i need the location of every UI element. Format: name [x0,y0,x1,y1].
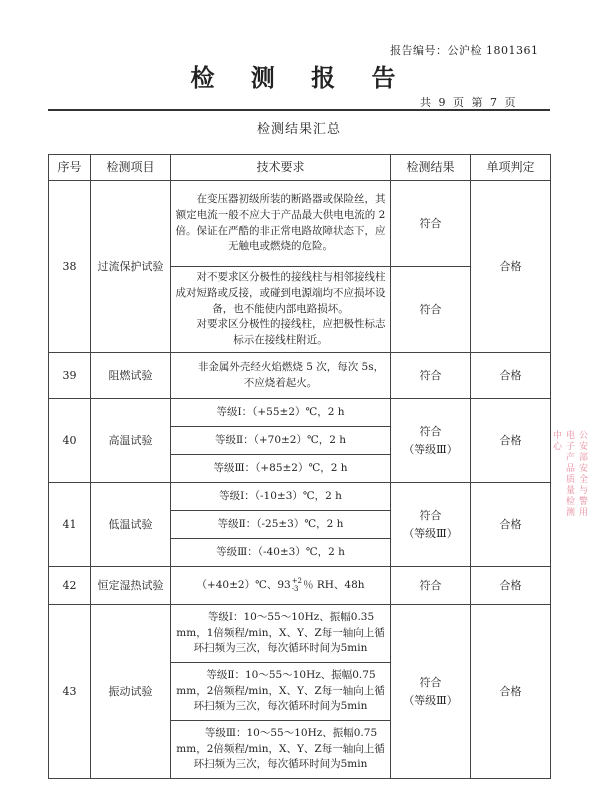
row-requirement [171,605,391,663]
result-grade: （等级Ⅲ） [403,693,458,707]
row-item: 恒定湿热试验 [91,567,171,605]
row-item: 高温试验 [91,399,171,483]
col-header-no: 序号 [49,155,91,181]
result-grade: （等级Ⅲ） [403,442,458,456]
result-text: 符合 [419,675,442,689]
col-header-requirement: 技术要求 [171,155,391,181]
results-table [48,154,551,779]
requirement-text: 在变压器初级所装的断路器或保险丝，其额定电流一般不应大于产品最大供电电流的 2 倍。保证在严酷的非正常电路故障状态下，应无触电或燃烧的危险。 [175,193,386,253]
tolerance [292,577,302,593]
row-verdict: 合格 [471,181,551,353]
row-no: 41 [49,483,91,567]
tolerance-upper: +2 [291,577,303,586]
result-text: 符合 [419,508,442,522]
row-verdict: 合格 [471,605,551,779]
row-no: 43 [49,605,91,779]
requirement-text: 非金属外壳经火焰燃烧 5 次，每次 5s，不应烧着起火。 [197,360,385,389]
row-requirement: 等级Ⅱ：（-25±3）℃，2 h [171,511,391,539]
row-requirement [171,267,391,353]
col-header-item: 检测项目 [91,155,171,181]
row-result [391,483,471,567]
row-no: 39 [49,353,91,399]
requirement-text: 等级Ⅱ：10～55～10Hz、振幅0.75 mm，2倍频程/min，X、Y、Z每一轴向上循环扫频为三次，每次循环时间为5min [176,668,385,713]
row-item: 阻燃试验 [91,353,171,399]
row-item: 振动试验 [91,605,171,779]
row-requirement [171,567,391,605]
col-header-result: 检测结果 [391,155,471,181]
row-requirement [171,353,391,399]
row-requirement: 等级Ⅲ：（-40±3）℃，2 h [171,539,391,567]
summary-title: 检测结果汇总 [256,122,341,137]
humidity-text: （+40±2）℃、93 [196,579,291,592]
result-text: 符合 [419,424,442,438]
document-title: 检 测 报 告 [190,63,410,92]
row-verdict: 合格 [471,353,551,399]
humidity-text-end: ％ RH、48h [303,579,365,592]
row-result: 符合 [391,267,471,353]
row-requirement [171,721,391,779]
table-row [49,353,551,399]
table-row [49,399,551,427]
requirement-text: 对不要求区分极性的接线柱与相邻接线柱成对短路或反接，或碰到电源端均不应损坏设备，也不能使内部电路损坏。 [175,271,386,315]
row-item: 低温试验 [91,483,171,567]
col-header-verdict: 单项判定 [471,155,551,181]
row-requirement: 等级Ⅰ：（-10±3）℃，2 h [171,483,391,511]
row-result [391,399,471,483]
row-result: 符合 [391,353,471,399]
table-row [49,567,551,605]
row-verdict: 合格 [471,399,551,483]
row-no: 38 [49,181,91,353]
page-info: 共 9 页 第 7 页 [420,96,516,109]
tolerance-lower: -3 [291,585,299,594]
row-item: 过流保护试验 [91,181,171,353]
table-header-row [49,155,551,181]
row-result: 符合 [391,567,471,605]
requirement-text: 对要求区分极性的接线柱，应把极性标志标示在接线柱附近。 [196,318,386,347]
seal-stamp: 公安部安全与警用电子产品质量检测中心 [551,430,587,518]
row-requirement: 等级Ⅲ：（+85±2）℃，2 h [171,455,391,483]
table-row [49,181,551,267]
row-requirement: 等级Ⅰ：（+55±2）℃，2 h [171,399,391,427]
table-row [49,483,551,511]
row-requirement [171,663,391,721]
row-result: 符合 [391,181,471,267]
row-verdict: 合格 [471,567,551,605]
row-requirement: 等级Ⅱ：（+70±2）℃，2 h [171,427,391,455]
row-no: 42 [49,567,91,605]
row-verdict: 合格 [471,483,551,567]
row-no: 40 [49,399,91,483]
top-rule [48,109,550,111]
row-requirement [171,181,391,267]
row-result [391,605,471,779]
requirement-text: 等级Ⅲ：10～55～10Hz、振幅0.75 mm，2倍频程/min，X、Y、Z每一轴向上循环扫频为三次，每次循环时间为5min [176,726,385,771]
result-grade: （等级Ⅲ） [403,526,458,540]
table-row [49,605,551,663]
requirement-text: 等级Ⅰ：10～55～10Hz、振幅0.35 mm，1倍频程/min，X、Y、Z每一轴向上循环扫频为三次，每次循环时间为5min [176,610,385,655]
report-number: 报告编号：公沪检 1801361 [390,44,539,57]
